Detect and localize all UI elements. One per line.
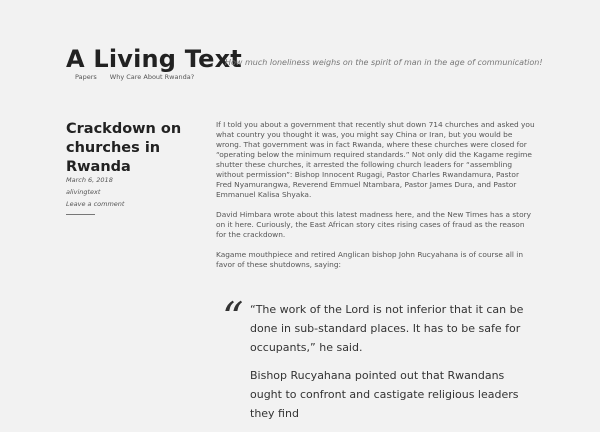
meta-divider	[66, 214, 95, 215]
menu-item-why-care-about-rwanda[interactable]: Why Care About Rwanda?	[109, 73, 195, 81]
quote-body	[250, 300, 525, 432]
post-meta	[66, 174, 186, 215]
main-menu	[75, 72, 207, 82]
site-title[interactable]: A Living Text	[66, 45, 242, 73]
post-paragraph: Kagame mouthpiece and retired Anglican bishop John Rucyahana is of course all in favor of these shutdowns, saying:	[216, 250, 524, 269]
post-paragraph: David Himbara wrote about this latest madness here, and the New Times has a story on it here. Curiously, the East African story cites rising cases of fraud as the reason for the crackdown.	[216, 210, 532, 239]
post-date[interactable]: March 6, 2018	[66, 176, 113, 184]
post-title[interactable]: Crackdown on churches in Rwanda	[66, 121, 182, 175]
menu-item-papers[interactable]: Papers	[75, 73, 97, 81]
quote-paragraph: Bishop Rucyahana pointed out that Rwandans ought to confront and castigate religious leaders they find	[250, 369, 519, 420]
site-description: How much loneliness weighs on the spirit of man in the age of communication!	[225, 58, 543, 67]
leave-comment-link[interactable]: Leave a comment	[66, 200, 125, 208]
quote-mark-icon: “	[222, 293, 244, 342]
post-content	[216, 120, 536, 280]
post-author[interactable]: alivingtext	[66, 188, 101, 196]
post-paragraph: If I told you about a government that recently shut down 714 churches and asked you what country you thought it was, you might say China or Iran, but you would be wrong. That government was in fact Rwanda, where these churches were closed for “operating below the minimum required standards.” Not only did the Kagame regime shutter these churches, it arrested the following church leaders for “assembling without permission”: Bishop Innocent Rugagi, Pastor Charles Rwandamura, Pastor Fred Nyamurangwa, Reverend Emmuel Ntambara, Pastor James Dura, and Pastor Emmanuel Kalisa Shyaka.	[216, 120, 535, 199]
quote-paragraph: “The work of the Lord is not inferior that it can be done in sub-standard places. It has to be safe for occupants,” he said.	[250, 303, 524, 354]
